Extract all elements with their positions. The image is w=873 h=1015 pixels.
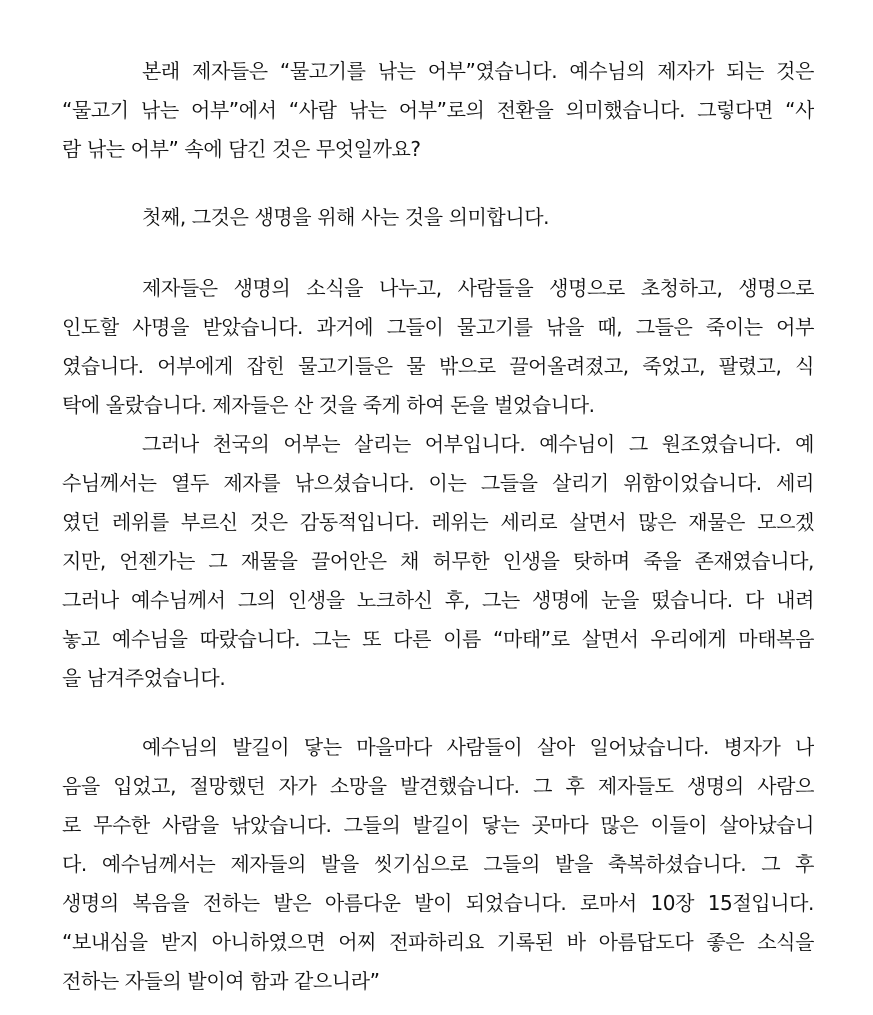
- paragraph-line: 그러나 천국의 어부는 살리는 어부입니다. 예수님이 그 원조였습니다. 예: [142, 432, 814, 456]
- paragraph-line: 수님께서는 열두 제자를 낚으셨습니다. 이는 그들을 살리기 위함이었습니다. 세리: [62, 471, 814, 495]
- paragraph-line: “물고기 낚는 어부”에서 “사람 낚는 어부”로의 전환을 의미했습니다. 그렇다면 “사: [62, 98, 814, 122]
- paragraph-line: 다. 예수님께서는 제자들의 발을 씻기심으로 그들의 발을 축복하셨습니다. 그 후: [62, 852, 814, 876]
- paragraph-line: 그러나 예수님께서 그의 인생을 노크하신 후, 그는 생명에 눈을 떴습니다. 다 내려: [62, 588, 814, 612]
- paragraph-line: 지만, 언젠가는 그 재물을 끌어안은 채 허무한 인생을 탓하며 죽을 존재였습니다,: [62, 549, 814, 573]
- paragraph-line: 예수님의 발길이 닿는 마을마다 사람들이 살아 일어났습니다. 병자가 나: [142, 735, 814, 759]
- paragraph-line: 을 남겨주었습니다.: [62, 666, 226, 690]
- paragraph-line: 놓고 예수님을 따랐습니다. 그는 또 다른 이름 “마태”로 살면서 우리에게 마태복음: [62, 627, 814, 651]
- paragraph-line: 로 무수한 사람을 낚았습니다. 그들의 발길이 닿는 곳마다 많은 이들이 살아났습니: [62, 813, 814, 837]
- paragraph-line: 음을 입었고, 절망했던 자가 소망을 발견했습니다. 그 후 제자들도 생명의 사람으: [62, 774, 814, 798]
- paragraph-line: “보내심을 받지 아니하였으면 어찌 전파하리요 기록된 바 아름답도다 좋은 소식을: [62, 930, 814, 954]
- paragraph-line: 람 낚는 어부” 속에 담긴 것은 무엇일까요?: [62, 137, 421, 161]
- paragraph-line: 본래 제자들은 “물고기를 낚는 어부”였습니다. 예수님의 제자가 되는 것은: [142, 59, 814, 83]
- paragraph-line: 였던 레위를 부르신 것은 감동적입니다. 레위는 세리로 살면서 많은 재물은 모으겠: [62, 510, 814, 534]
- paragraph-line: 생명의 복음을 전하는 발은 아름다운 발이 되었습니다. 로마서 10장 15절입니다.: [62, 891, 814, 915]
- paragraph-line: 탁에 올랐습니다. 제자들은 산 것을 죽게 하여 돈을 벌었습니다.: [62, 393, 595, 417]
- paragraph-line: 첫째, 그것은 생명을 위해 사는 것을 의미합니다.: [142, 205, 550, 229]
- paragraph-line: 제자들은 생명의 소식을 나누고, 사람들을 생명으로 초청하고, 생명으로: [142, 276, 814, 300]
- paragraph-line: 였습니다. 어부에게 잡힌 물고기들은 물 밖으로 끌어올려졌고, 죽었고, 팔렸고, 식: [62, 354, 814, 378]
- paragraph-line: 전하는 자들의 발이여 함과 같으니라”: [62, 969, 380, 993]
- paragraph-line: 인도할 사명을 받았습니다. 과거에 그들이 물고기를 낚을 때, 그들은 죽이는 어부: [62, 315, 814, 339]
